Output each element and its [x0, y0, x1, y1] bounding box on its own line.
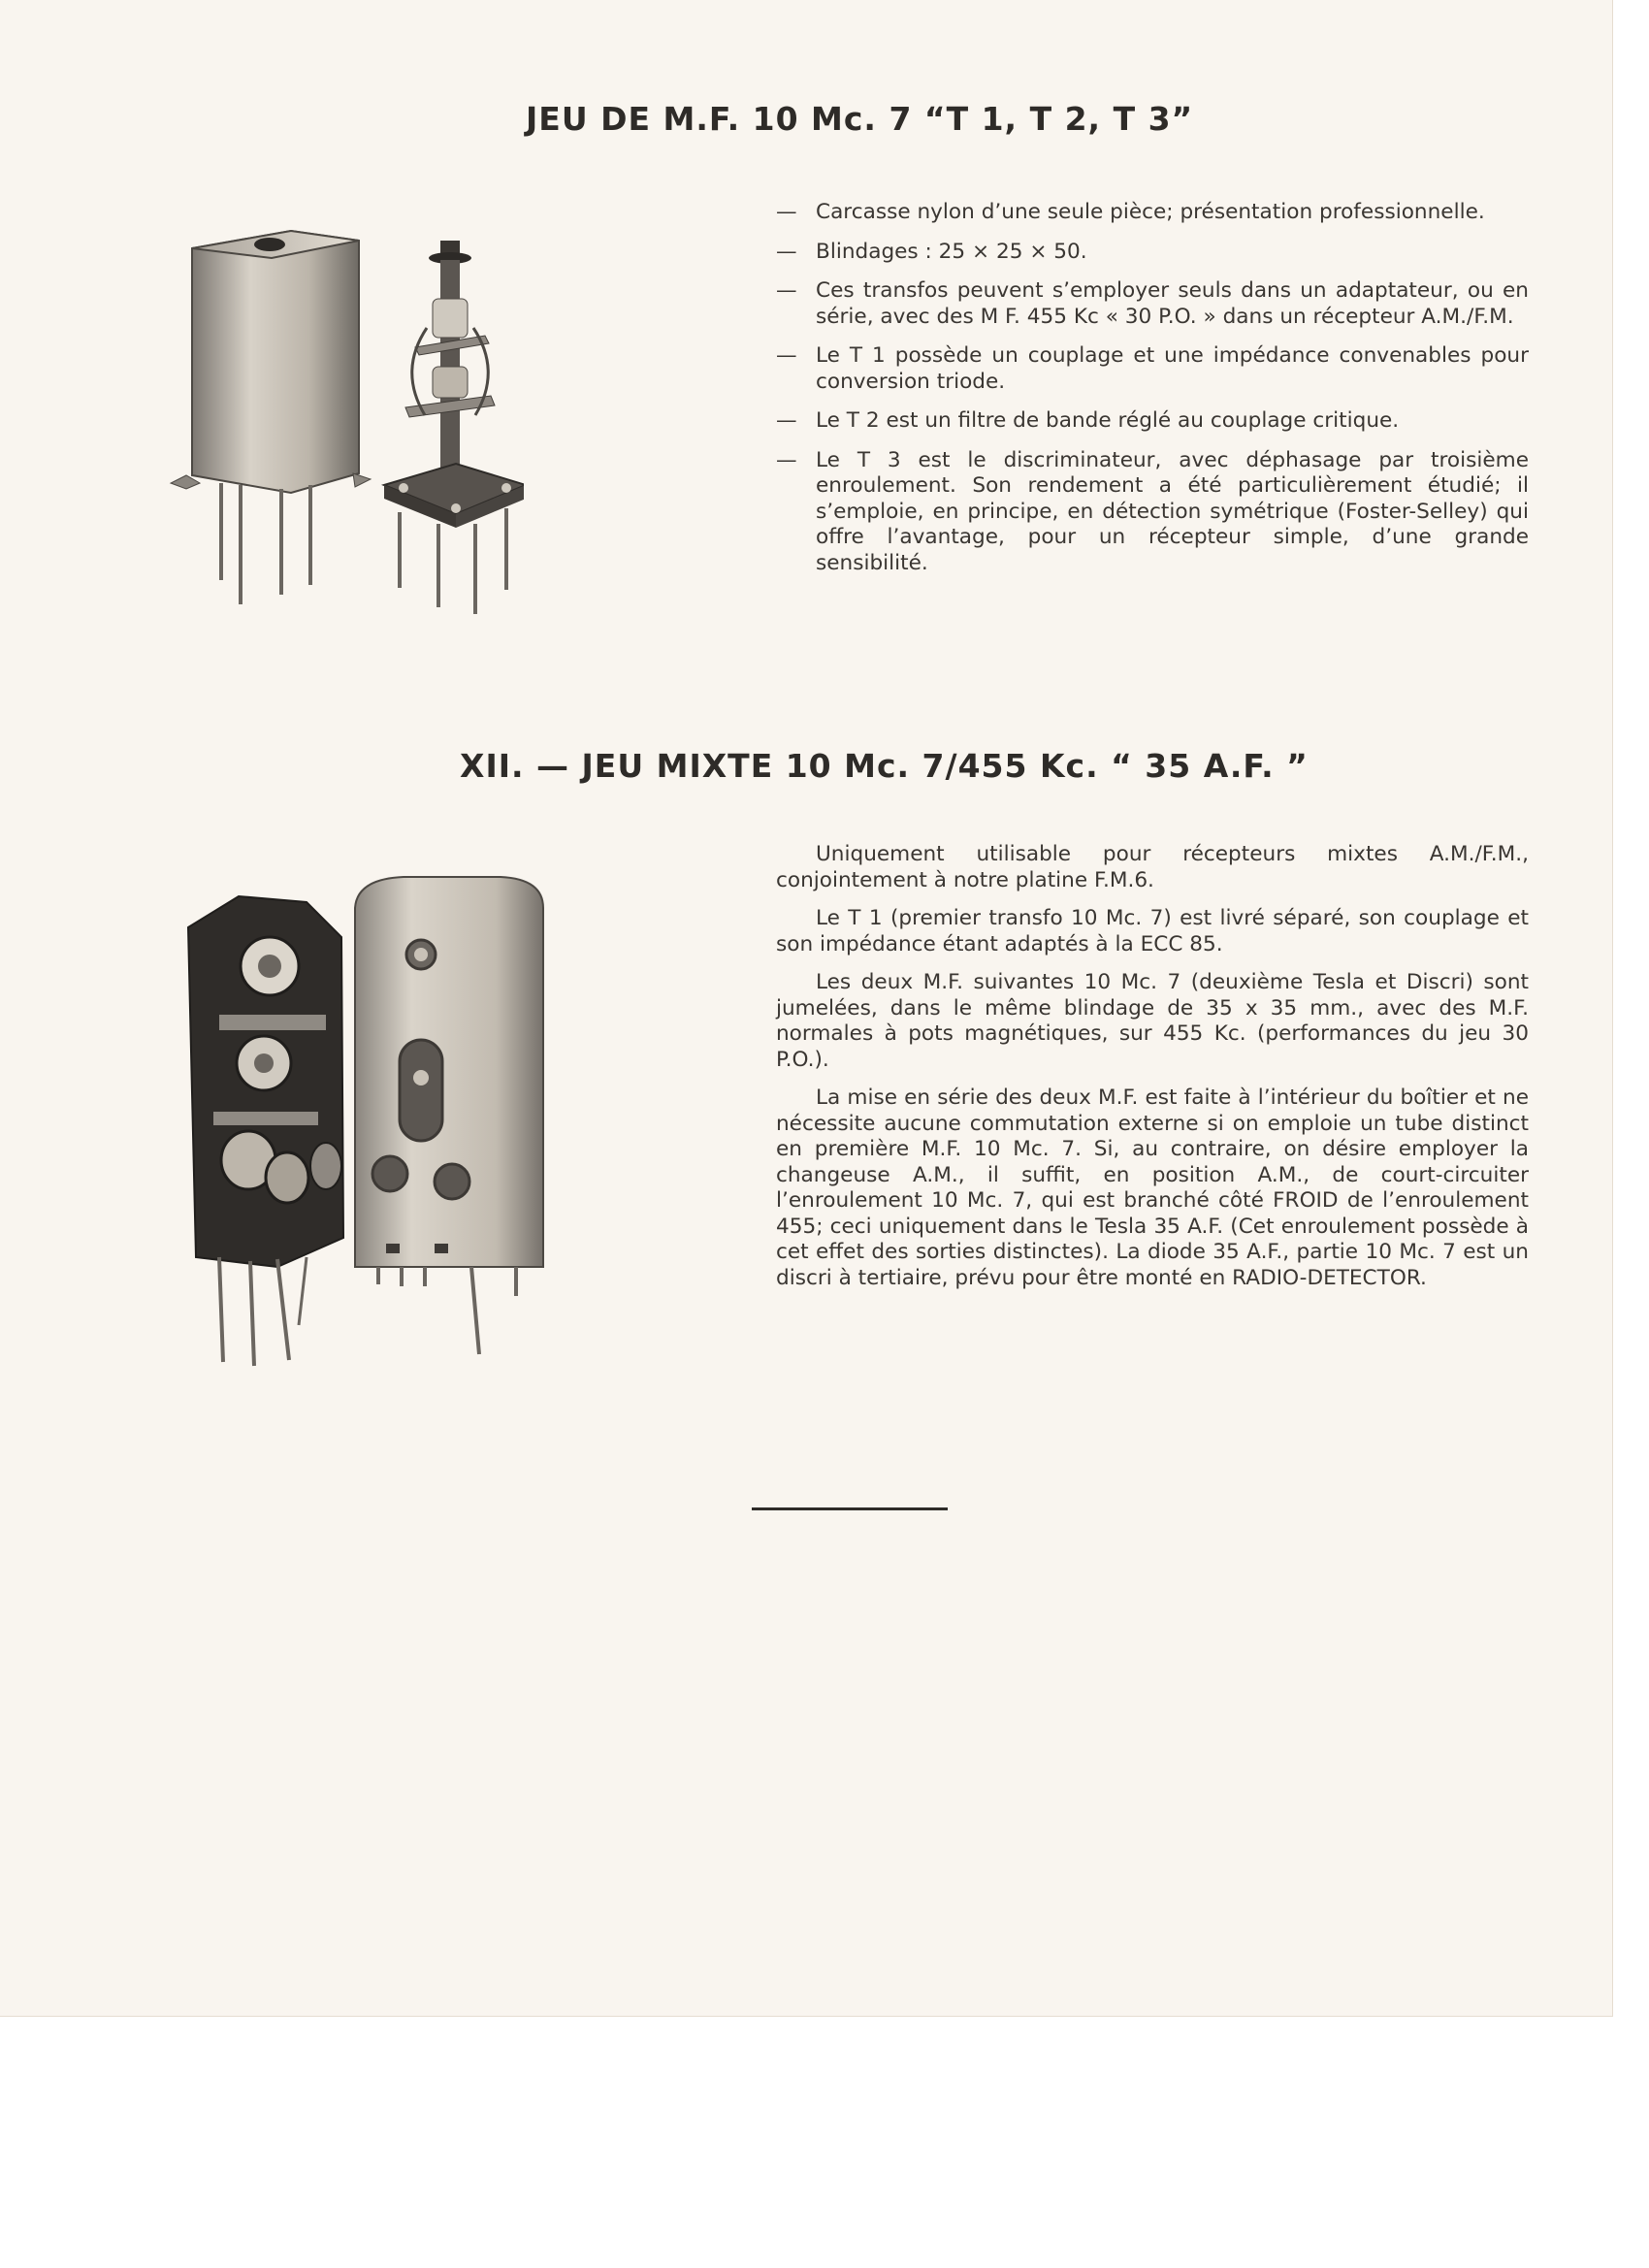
dash-mark: —: [776, 278, 797, 303]
shield-can: [171, 231, 371, 604]
dash-mark: —: [776, 343, 797, 368]
open-chassis: [188, 896, 343, 1366]
shield-can: [355, 877, 543, 1354]
paragraph: La mise en série des deux M.F. est faite à l’intérieur du boîtier et ne nécessite aucune commutation externe si on emploie un tube distinct en première M.F. 10 Mc. 7. Si, au contraire, on désire employer la changeuse A.M., il suffit, en position A.M., de court-circuiter l’enroulement 10 Mc. 7, qui est branché côté FROID de l’enroulement 455; ceci uniquement dans le Tesla 35 A.F. (Cet enroulement possède à cet effet des sorties distinctes). La diode 35 A.F., partie 10 Mc. 7 est un discri à tertiaire, prévu pour être monté en RADIO-DETECTOR.: [776, 1085, 1529, 1290]
closing-rule: [752, 1507, 948, 1510]
section-2-description: [776, 842, 1529, 1304]
dash-mark: —: [776, 239, 797, 264]
dash-mark: —: [776, 200, 797, 224]
list-item: — Carcasse nylon d’une seule pièce; présentation professionnelle.: [776, 200, 1485, 224]
paragraph: Les deux M.F. suivantes 10 Mc. 7 (deuxième Tesla et Discri) sont jumelées, dans le même blindage de 35 x 35 mm., avec des M.F. normales à pots magnétiques, sur 455 Kc. (performances du jeu 30 P.O.).: [776, 970, 1529, 1072]
list-item: — Blindages : 25 × 25 × 50.: [776, 239, 1087, 264]
list-item: — Le T 1 possède un couplage et une impédance convenables pour conversion triode.: [776, 343, 1529, 394]
dash-mark: —: [776, 447, 797, 472]
paragraph: Le T 1 (premier transfo 10 Mc. 7) est livré séparé, son couplage et son impédance étant adaptés à la ECC 85.: [776, 906, 1529, 956]
list-item: — Ces transfos peuvent s’employer seuls dans un adaptateur, ou en série, avec des M F. 455 Kc « 30 P.O. » dans un récepteur A.M./F.M.: [776, 278, 1529, 329]
section-1-feature-list: [776, 200, 1529, 590]
figure-transformer-35af: [180, 869, 568, 1374]
paragraph: Uniquement utilisable pour récepteurs mixtes A.M./F.M., conjointement à notre platine F.M.6.: [776, 842, 1529, 892]
dash-mark: —: [776, 408, 797, 433]
coil-assembly: [384, 241, 524, 614]
section-2-title: XII. — JEU MIXTE 10 Mc. 7/455 Kc. “ 35 A.F. ”: [460, 747, 1309, 785]
figure-transformer-t1-t3: [165, 221, 524, 619]
list-item: — Le T 2 est un filtre de bande réglé au couplage critique.: [776, 408, 1400, 433]
list-item: — Le T 3 est le discriminateur, avec déphasage par troisième enroulement. Son rendement a été particulièrement étudié; il s’emploie, en principe, en détection symétrique (Foster-Selley) qui offre l’avantage, pour un récepteur simple, d’une grande sensibilité.: [776, 447, 1529, 575]
section-1-title: JEU DE M.F. 10 Mc. 7 “T 1, T 2, T 3”: [526, 100, 1194, 138]
